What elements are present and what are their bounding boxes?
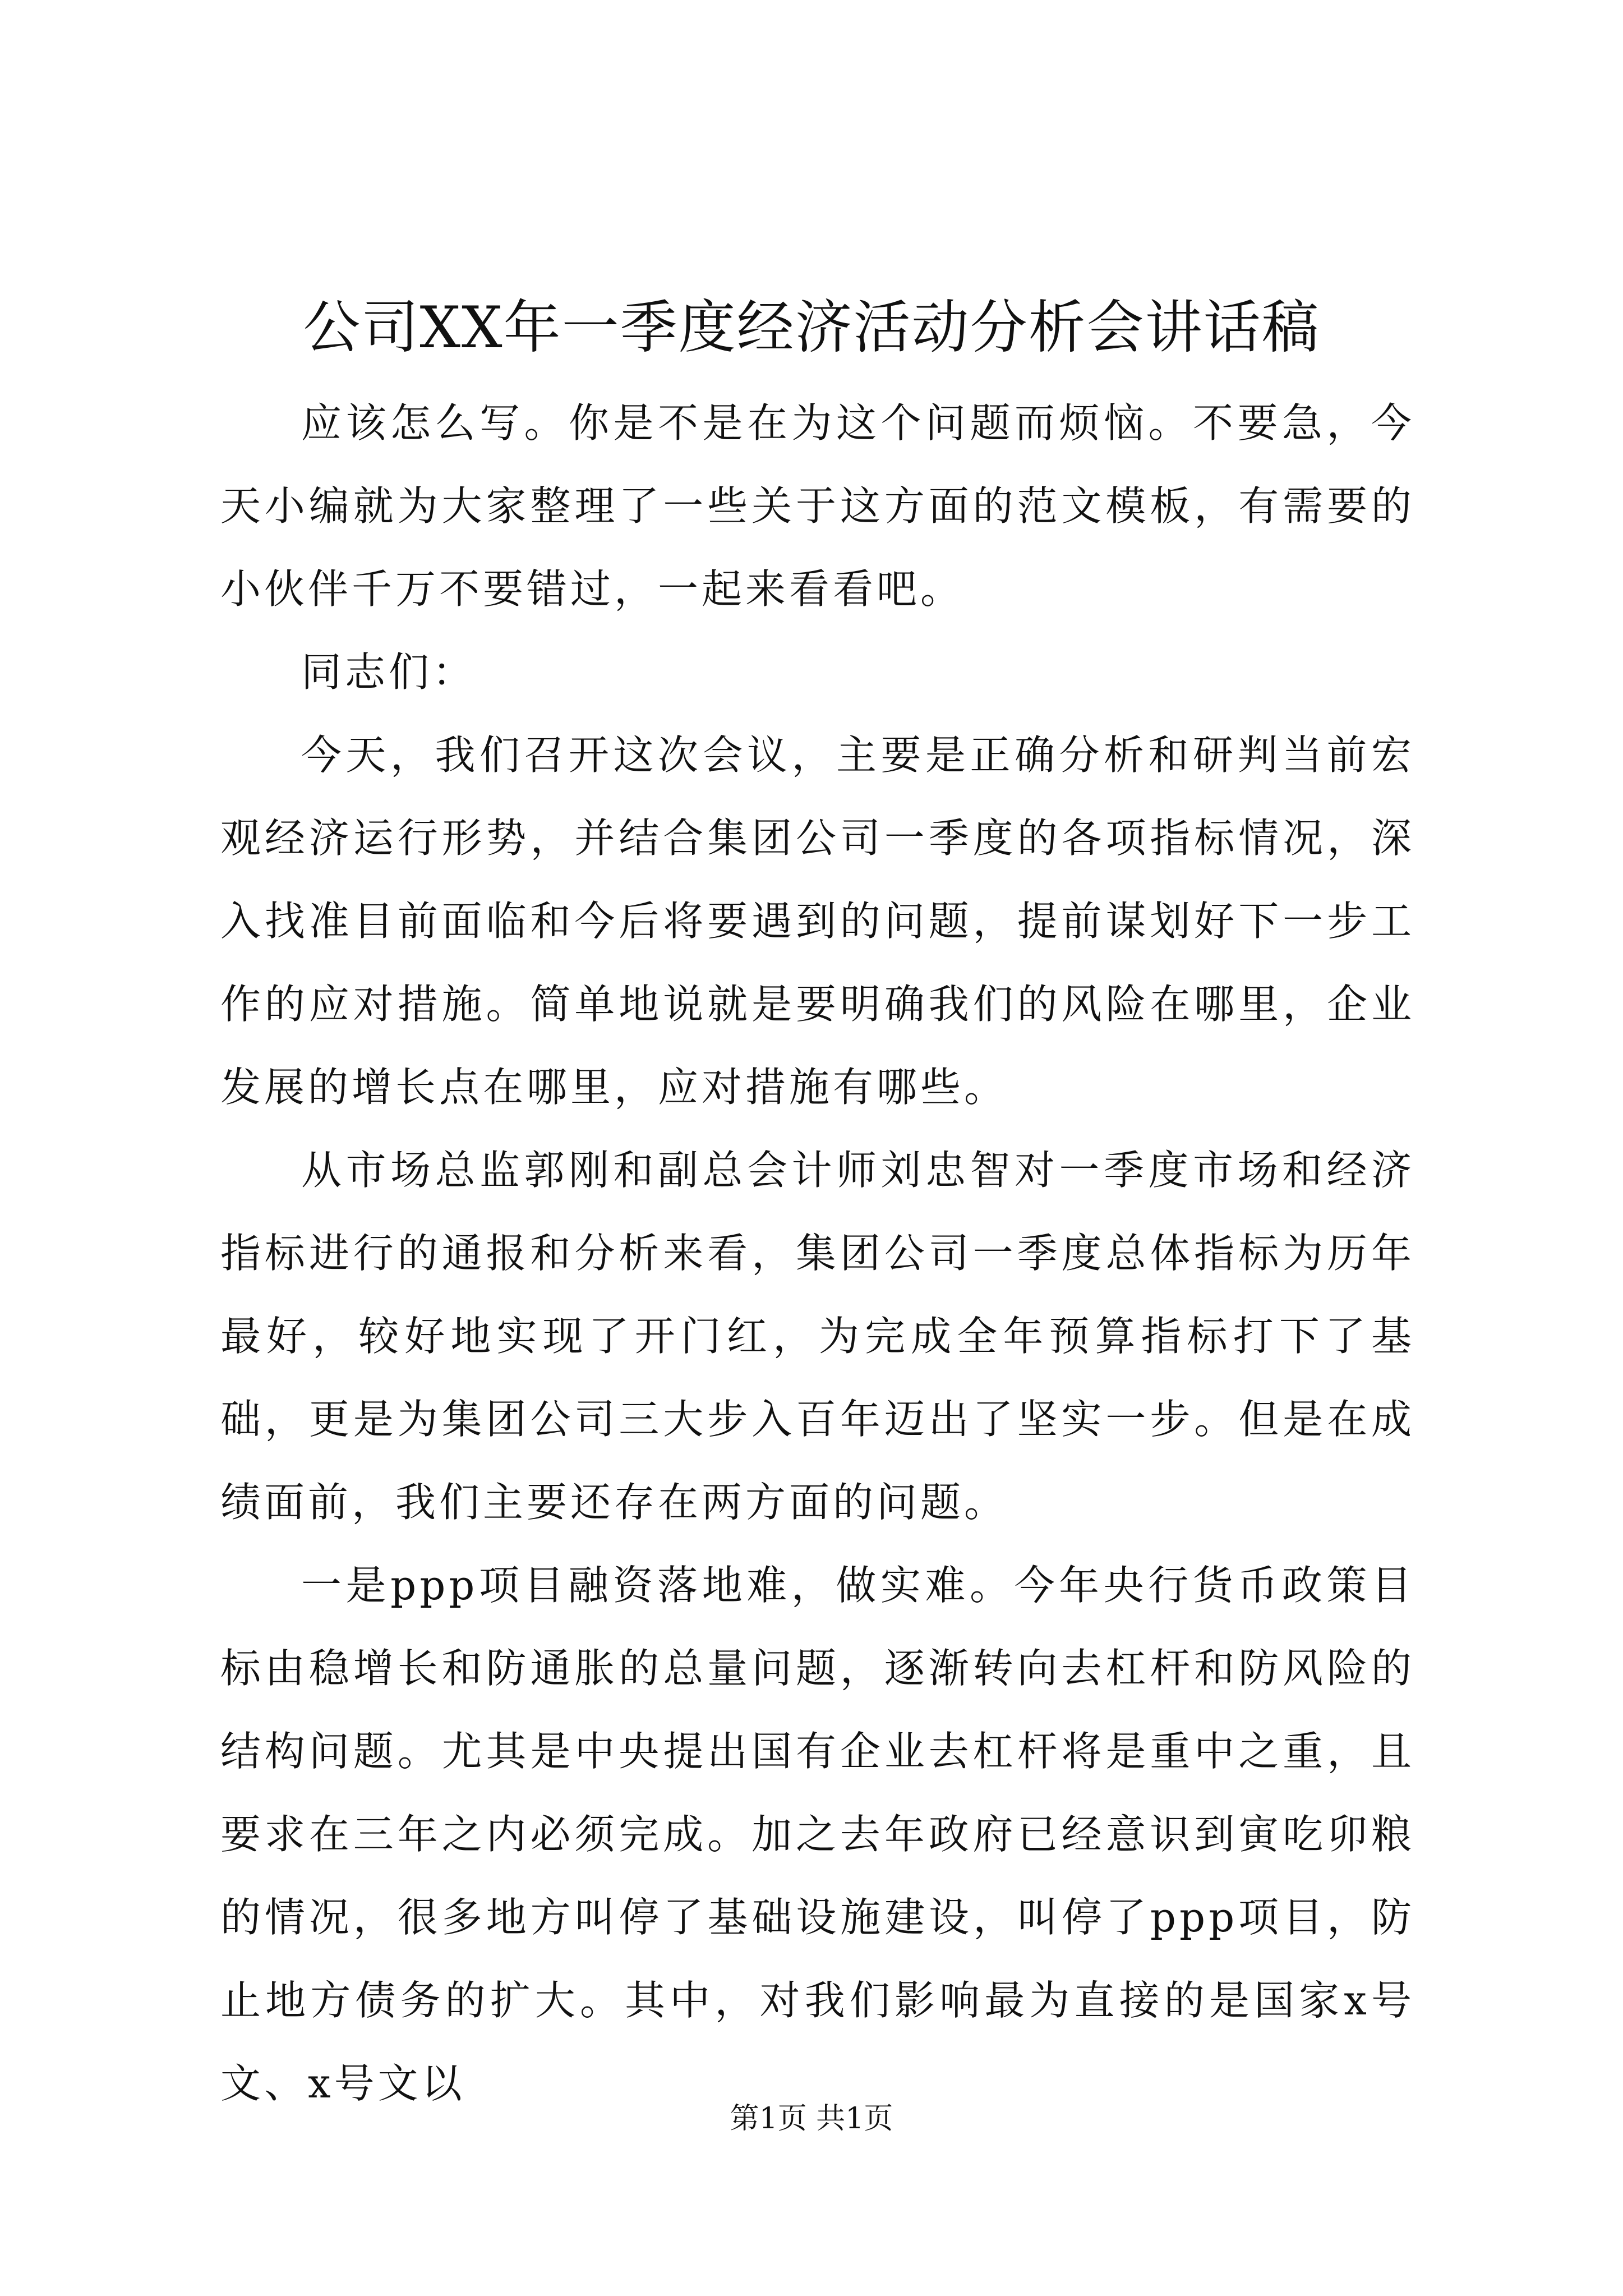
- document-body: [220, 381, 1415, 2125]
- page-footer: 第1页 共1页: [730, 2102, 893, 2136]
- paragraph-meeting-purpose: 今天，我们召开这次会议，主要是正确分析和研判当前宏观经济运行形势，并结合集团公司一季度的各项指标情况，深入找准目前面临和今后将要遇到的问题，提前谋划好下一步工作的应对措施。简单地说就是要明确我们的风险在哪里，企业发展的增长点在哪里，应对措施有哪些。: [220, 731, 1415, 1111]
- paragraph-ppp-issue: 一是ppp项目融资落地难，做实难。今年央行货币政策目标由稳增长和防通胀的总量问题，逐渐转向去杠杆和防风险的结构问题。尤其是中央提出国有企业去杠杆将是重中之重，且要求在三年之内必须完成。加之去年政府已经意识到寅吃卯粮的情况，很多地方叫停了基础设施建设，叫停了ppp项目，防止地方债务的扩大。其中，对我们影响最为直接的是国家x号文、x号文以: [220, 1562, 1415, 2107]
- paragraph-intro: 应该怎么写。你是不是在为这个问题而烦恼。不要急，今天小编就为大家整理了一些关于这方面的范文模板，有需要的小伙伴千万不要错过，一起来看看吧。: [220, 399, 1415, 613]
- paragraph-salutation: 同志们：: [301, 648, 477, 696]
- document-title: 公司XX年一季度经济活动分析会讲话稿: [303, 295, 1320, 361]
- paragraph-q1-results: 从市场总监郭刚和副总会计师刘忠智对一季度市场和经济指标进行的通报和分析来看，集团公司一季度总体指标为历年最好，较好地实现了开门红，为完成全年预算指标打下了基础，更是为集团公司三大步入百年迈出了坚实一步。但是在成绩面前，我们主要还存在两方面的问题。: [220, 1147, 1415, 1526]
